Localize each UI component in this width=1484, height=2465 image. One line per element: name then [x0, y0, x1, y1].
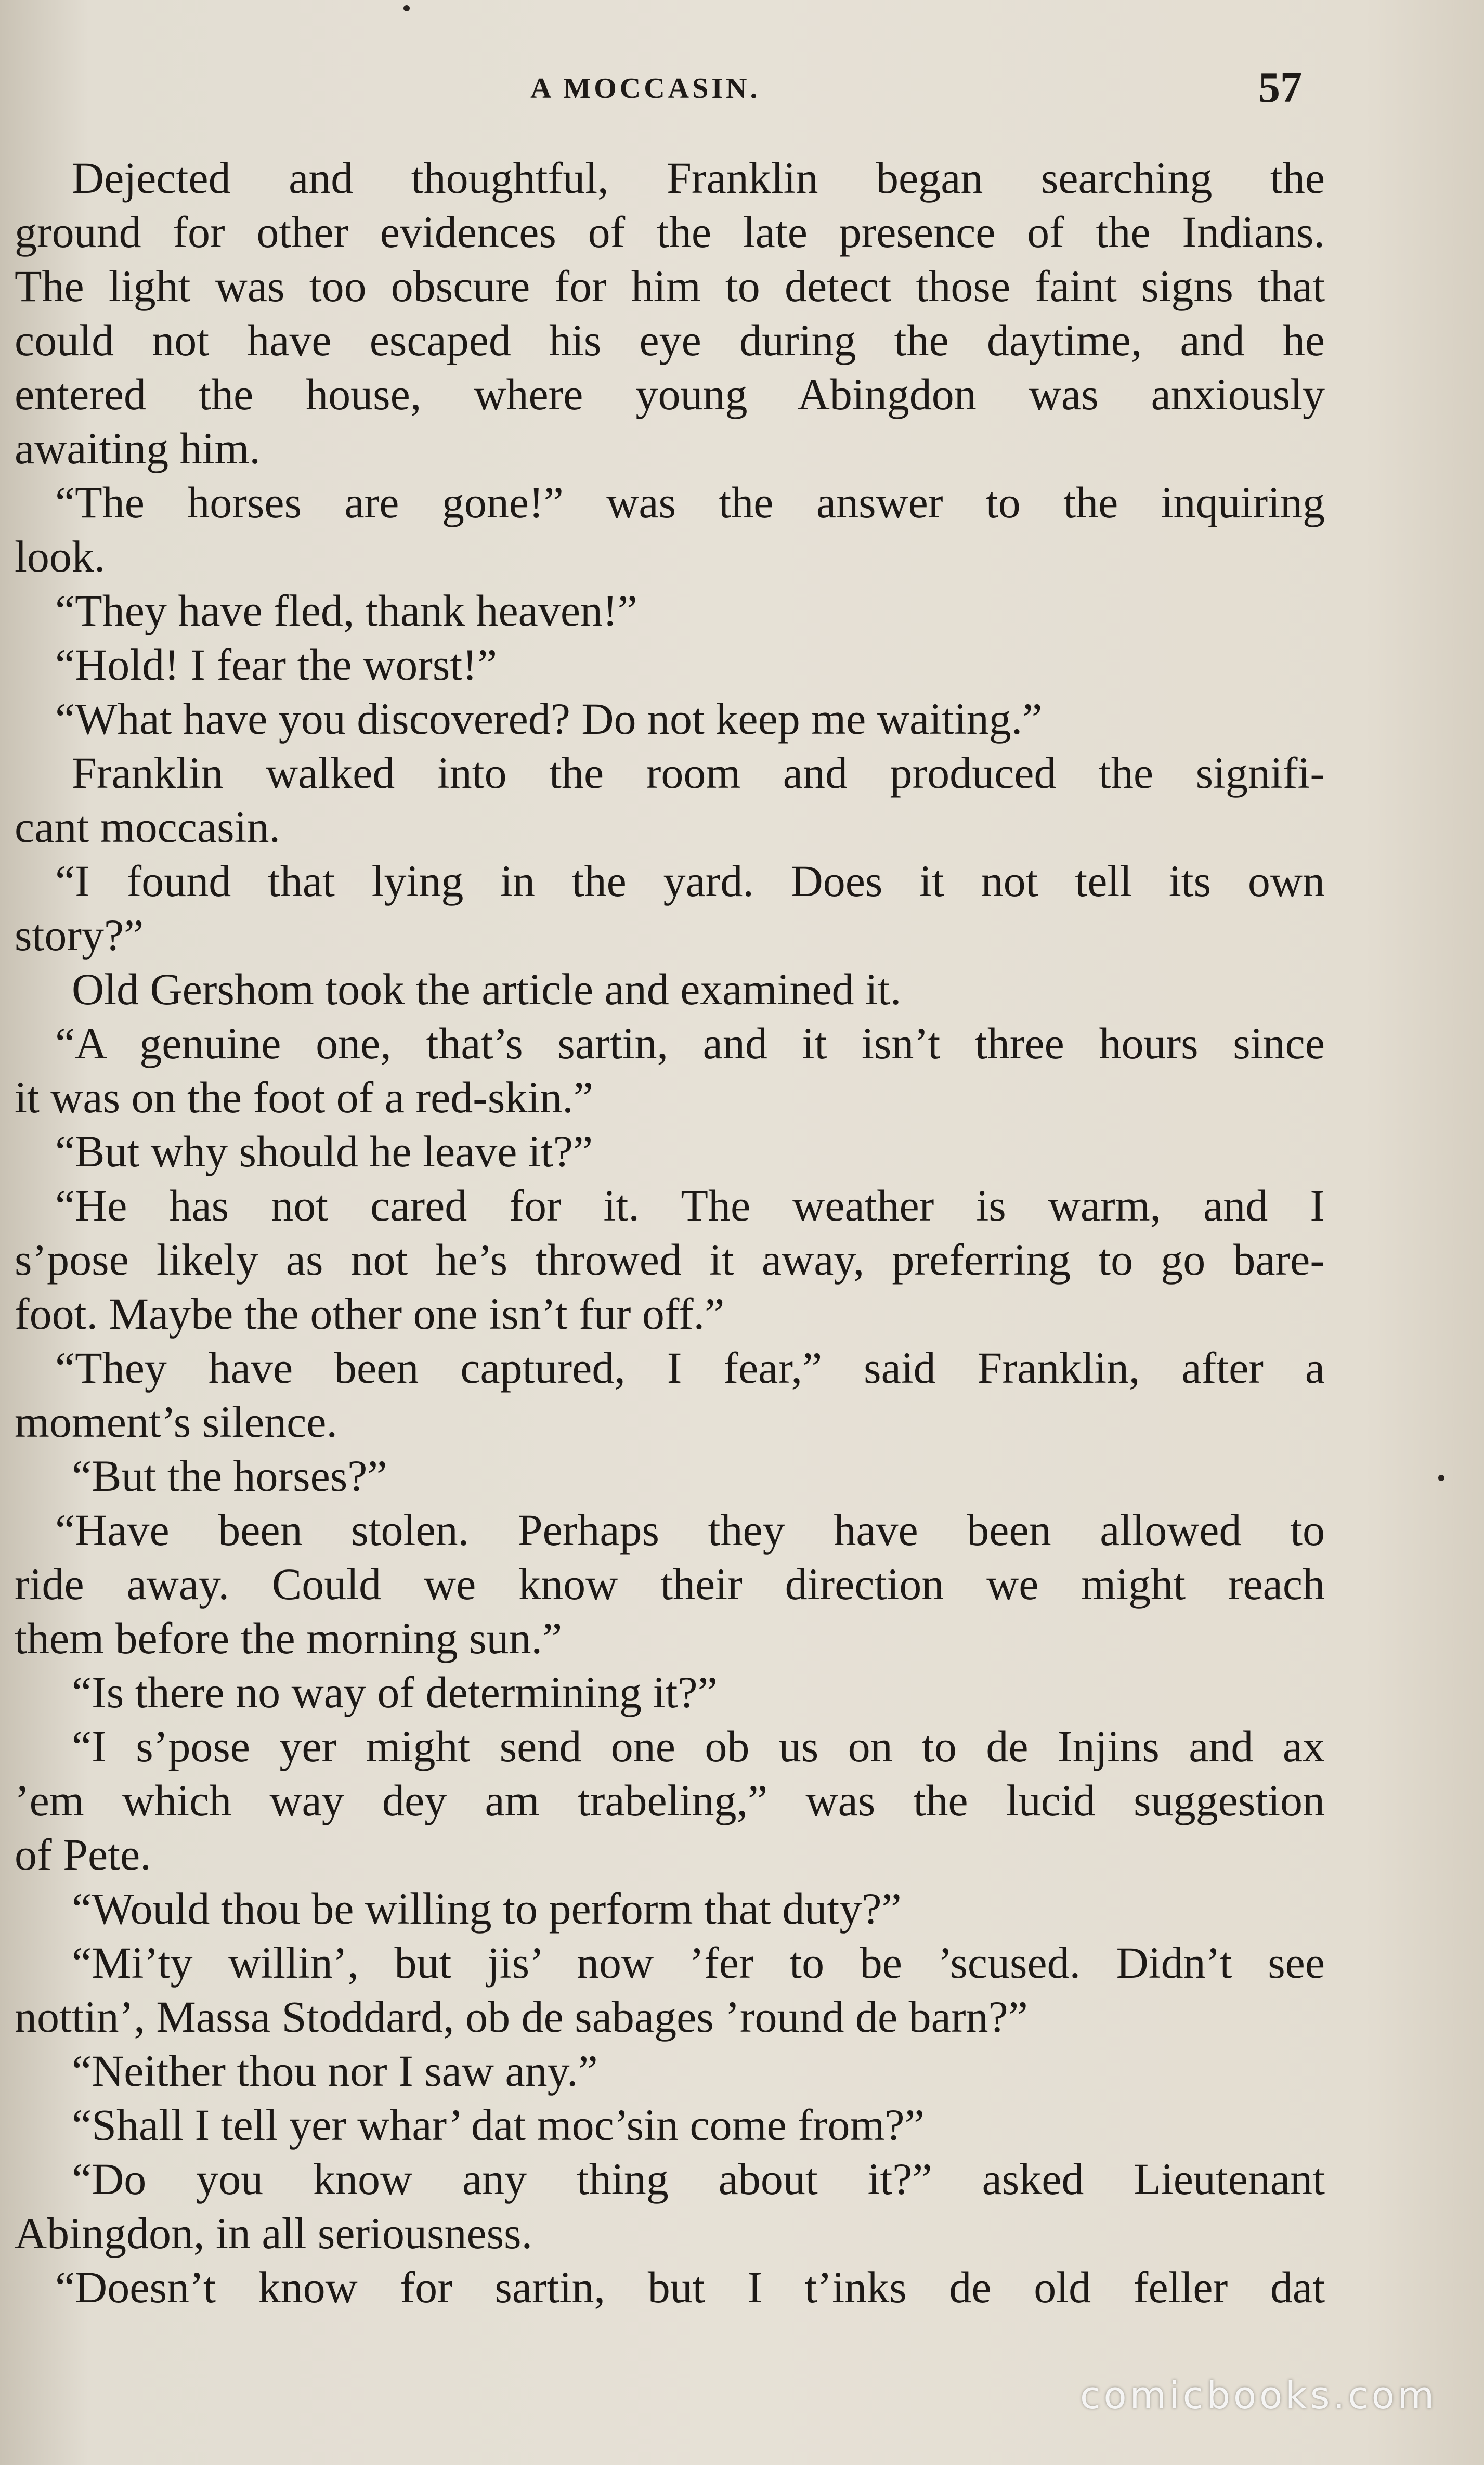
body-text: [15, 151, 1325, 2314]
text-line: “Do you know any thing about it?” asked Lieutenant: [72, 2154, 1325, 2204]
text-line: “Shall I tell yer whar’ dat moc’sin come from?”: [72, 2100, 925, 2150]
text-line: “Have been stolen. Perhaps they have been allowed to: [55, 1505, 1325, 1555]
text-line: it was on the foot of a red-skin.”: [15, 1072, 593, 1122]
text-line: “They have fled, thank heaven!”: [55, 586, 637, 635]
text-line: “Is there no way of determining it?”: [72, 1667, 718, 1717]
ink-speck: [403, 5, 410, 11]
text-line: foot. Maybe the other one isn’t fur off.”: [15, 1289, 725, 1339]
page-header: [0, 62, 1484, 120]
text-line: ground for other evidences of the late presence of the Indians.: [15, 207, 1325, 257]
text-line: could not have escaped his eye during the daytime, and he: [15, 315, 1325, 365]
text-line: s’pose likely as not he’s throwed it away, preferring to go bare-: [15, 1235, 1325, 1285]
text-line: “Doesn’t know for sartin, but I t’inks de old feller dat: [55, 2262, 1325, 2312]
text-line: “But the horses?”: [72, 1451, 387, 1501]
text-line: moment’s silence.: [15, 1397, 337, 1447]
text-line: The light was too obscure for him to detect those faint signs that: [15, 261, 1325, 311]
text-line: Dejected and thoughtful, Franklin began searching the: [72, 153, 1325, 203]
text-line: awaiting him.: [15, 423, 261, 473]
text-line: “A genuine one, that’s sartin, and it isn’t three hours since: [55, 1018, 1325, 1068]
text-line: “I found that lying in the yard. Does it not tell its own: [55, 856, 1325, 906]
page-number: 57: [1258, 63, 1302, 112]
text-line: “He has not cared for it. The weather is warm, and I: [55, 1180, 1325, 1230]
text-line: ride away. Could we know their direction we might reach: [15, 1559, 1325, 1609]
text-line: them before the morning sun.”: [15, 1613, 563, 1663]
text-line: “Hold! I fear the worst!”: [55, 640, 498, 690]
running-head: A MOCCASIN.: [530, 72, 761, 105]
text-line: ’em which way dey am trabeling,” was the lucid suggestion: [15, 1775, 1325, 1825]
text-line: look.: [15, 531, 106, 581]
text-line: Abingdon, in all seriousness.: [15, 2208, 533, 2258]
text-line: of Pete.: [15, 1830, 151, 1879]
text-line: Franklin walked into the room and produced the signifi-: [72, 748, 1325, 798]
text-line: cant moccasin.: [15, 802, 281, 852]
text-line: “What have you discovered? Do not keep me waiting.”: [55, 694, 1043, 744]
text-line: “Mi’ty willin’, but jis’ now ’fer to be ’scused. Didn’t see: [72, 1938, 1325, 1988]
text-line: “Would thou be willing to perform that duty?”: [72, 1884, 902, 1934]
text-line: story?”: [15, 910, 144, 960]
text-line: “Neither thou nor I saw any.”: [72, 2046, 598, 2096]
ink-speck: [1438, 1475, 1444, 1481]
text-line: Old Gershom took the article and examined it.: [72, 964, 902, 1014]
text-line: “They have been captured, I fear,” said Franklin, after a: [55, 1343, 1325, 1393]
text-line: entered the house, where young Abingdon was anxiously: [15, 369, 1325, 419]
watermark: comicbooks.com: [1079, 2373, 1437, 2417]
text-line: “I s’pose yer might send one ob us on to de Injins and ax: [72, 1721, 1325, 1771]
text-line: nottin’, Massa Stoddard, ob de sabages ’round de barn?”: [15, 1992, 1028, 2042]
text-line: “The horses are gone!” was the answer to the inquiring: [55, 477, 1325, 527]
text-line: “But why should he leave it?”: [55, 1126, 593, 1176]
